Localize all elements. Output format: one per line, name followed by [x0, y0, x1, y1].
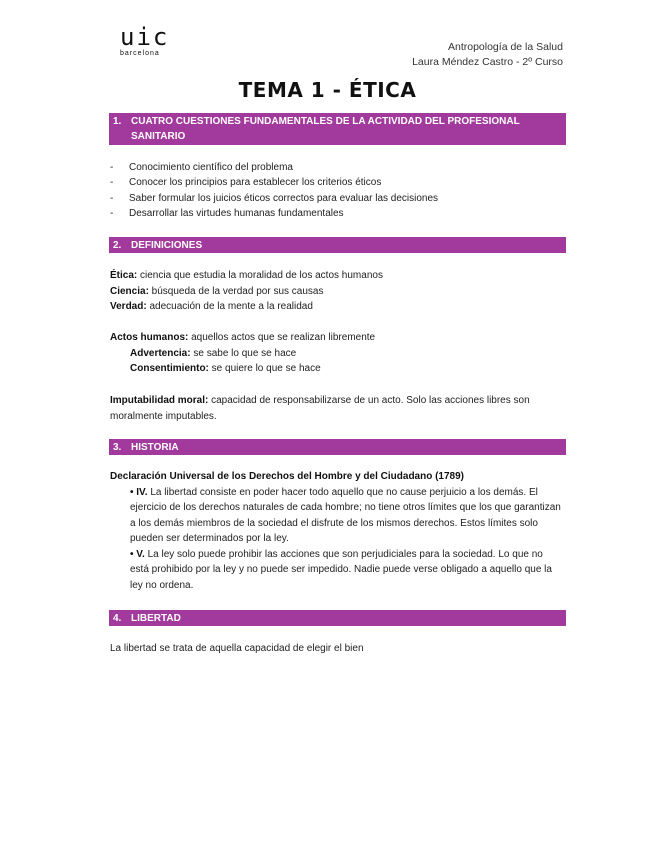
section-title: HISTORIA: [131, 442, 179, 453]
logo-mark: uic: [120, 23, 170, 51]
author-line: Laura Méndez Castro - 2º Curso: [412, 56, 563, 68]
definition-imputabilidad: Imputabilidad moral: capacidad de responsabilizarse de un acto. Solo las acciones libres son moralmente imputables.: [110, 395, 530, 422]
section-title: CUATRO CUESTIONES FUNDAMENTALES DE LA ACTIVIDAD DEL PROFESIONAL SANITARIO: [131, 116, 520, 142]
definition-consentimiento: Consentimiento: se quiere lo que se hace: [130, 363, 321, 374]
section-number: 1.: [113, 116, 122, 127]
article-v: • V. La ley solo puede prohibir las acciones que son perjudiciales para la sociedad. Lo que no está prohibido por la ley y no puede ser impedido. Nadie puede verse obligado a aquello que la ley no ordena.: [130, 548, 552, 591]
list-item: - Desarrollar las virtudes humanas fundamentales: [110, 207, 344, 219]
definition-etica: Ética: ciencia que estudia la moralidad de los actos humanos: [110, 270, 383, 281]
section-header-2: [109, 237, 566, 253]
definition-actos-humanos: Actos humanos: aquellos actos que se realizan libremente: [110, 332, 376, 343]
actos-humanos-block: [110, 330, 562, 377]
definition-advertencia: Advertencia: se sabe lo que se hace: [130, 347, 297, 359]
fundamental-questions-list: [110, 160, 560, 221]
definition-ciencia: Ciencia: búsqueda de la verdad por sus causas: [110, 285, 324, 297]
document-header: [412, 40, 563, 70]
declaration-heading: Declaración Universal de los Derechos del Hombre y del Ciudadano (1789): [110, 471, 465, 482]
definitions-block: [110, 268, 562, 315]
section-title: LIBERTAD: [131, 613, 181, 624]
section-header-1: [109, 113, 566, 145]
list-item: - Conocimiento científico del problema: [110, 162, 293, 173]
logo-subtitle: barcelona: [120, 50, 160, 57]
section-title: DEFINICIONES: [131, 240, 203, 251]
section-header-3: [109, 439, 566, 455]
historia-block: [110, 469, 562, 593]
section-number: 2.: [113, 240, 122, 251]
uic-logo: [120, 23, 170, 57]
article-iv: • IV. La libertad consiste en poder hacer todo aquello que no cause perjuicio a los demás. El ejercicio de los derechos naturales de cada hombre; no tiene otros límites que los que garantizan a los demás miembros de la sociedad el disfrute de los mismos derechos. Estos límites solo pueden ser determinados por la ley.: [130, 486, 561, 544]
list-item: - Saber formular los juicios éticos correctos para evaluar las decisiones: [110, 192, 439, 204]
list-item: - Conocer los principios para establecer los criterios éticos: [110, 177, 382, 189]
section-number: 4.: [113, 613, 122, 624]
definition-verdad: Verdad: adecuación de la mente a la realidad: [110, 301, 313, 312]
document-title: TEMA 1 - ÉTICA: [238, 78, 417, 102]
subject-name: Antropología de la Salud: [447, 41, 563, 53]
libertad-text: La libertad se trata de aquella capacidad de elegir el bien: [110, 643, 364, 654]
section-header-4: [109, 610, 566, 626]
section-number: 3.: [113, 442, 122, 453]
